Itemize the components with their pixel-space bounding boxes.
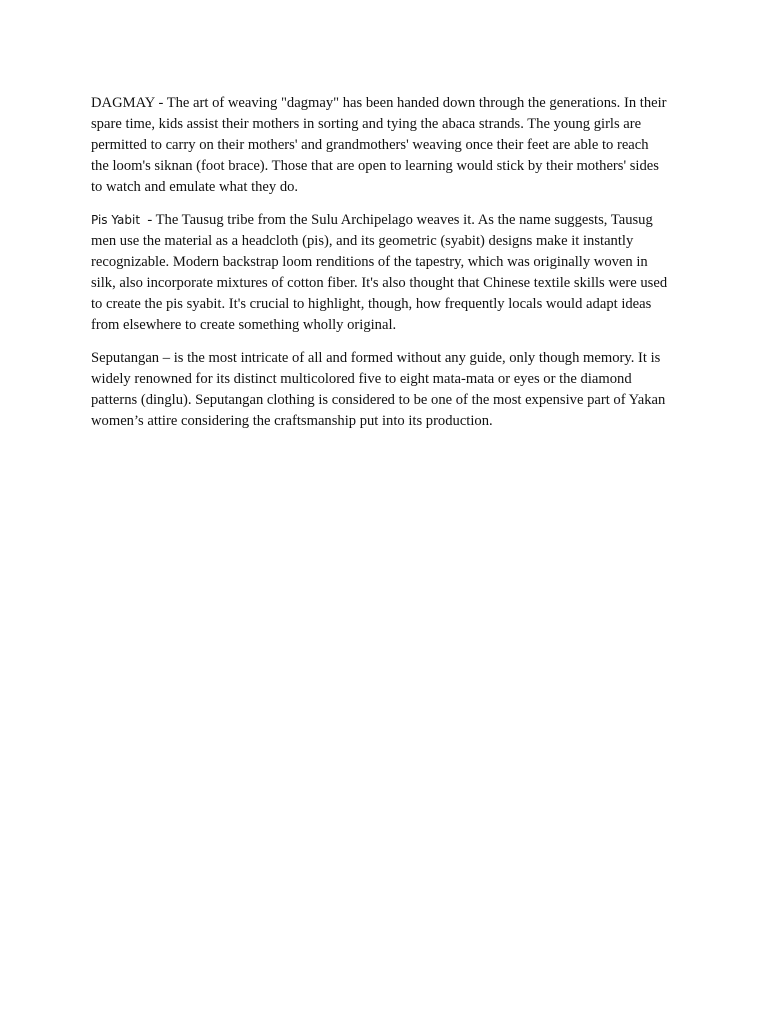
paragraph-pis-yabit xyxy=(91,210,669,336)
seputangan-text: – is the most intricate of all and formed without any guide, only though memory. It is widely renowned for its distinct multicolored five to eight mata-mata or eyes or the diamond patterns (dinglu). Seputangan clothing is considered to be one of the most expensive part of Yakan women’s attire considering the craftsmanship put into its production. xyxy=(91,350,666,429)
paragraph-dagmay xyxy=(91,93,669,198)
pis-yabit-lead: Pis Yabit xyxy=(91,213,141,227)
pis-yabit-text: - The Tausug tribe from the Sulu Archipelago weaves it. As the name suggests, Tausug men use the material as a headcloth (pis), and its geometric (syabit) designs make it instantly recognizable. Modern backstrap loom renditions of the tapestry, which was originally woven in silk, also incorporate mixtures of cotton fiber. It's also thought that Chinese textile skills were used to create the pis syabit. It's crucial to highlight, though, how frequently locals would adapt ideas from elsewhere to create something wholly original. xyxy=(91,212,671,333)
paragraph-seputangan xyxy=(91,348,669,432)
dagmay-lead: DAGMAY xyxy=(91,95,155,111)
dagmay-text: - The art of weaving "dagmay" has been handed down through the generations. In their spare time, kids assist their mothers in sorting and tying the abaca strands. The young girls are permitted to carry on their mothers' and grandmothers' weaving once their feet are able to reach the loom's siknan (foot brace). Those that are open to learning would stick by their mothers' sides to watch and emulate what they do. xyxy=(91,95,667,195)
document-page xyxy=(91,93,669,444)
seputangan-lead: Seputangan xyxy=(91,350,160,366)
